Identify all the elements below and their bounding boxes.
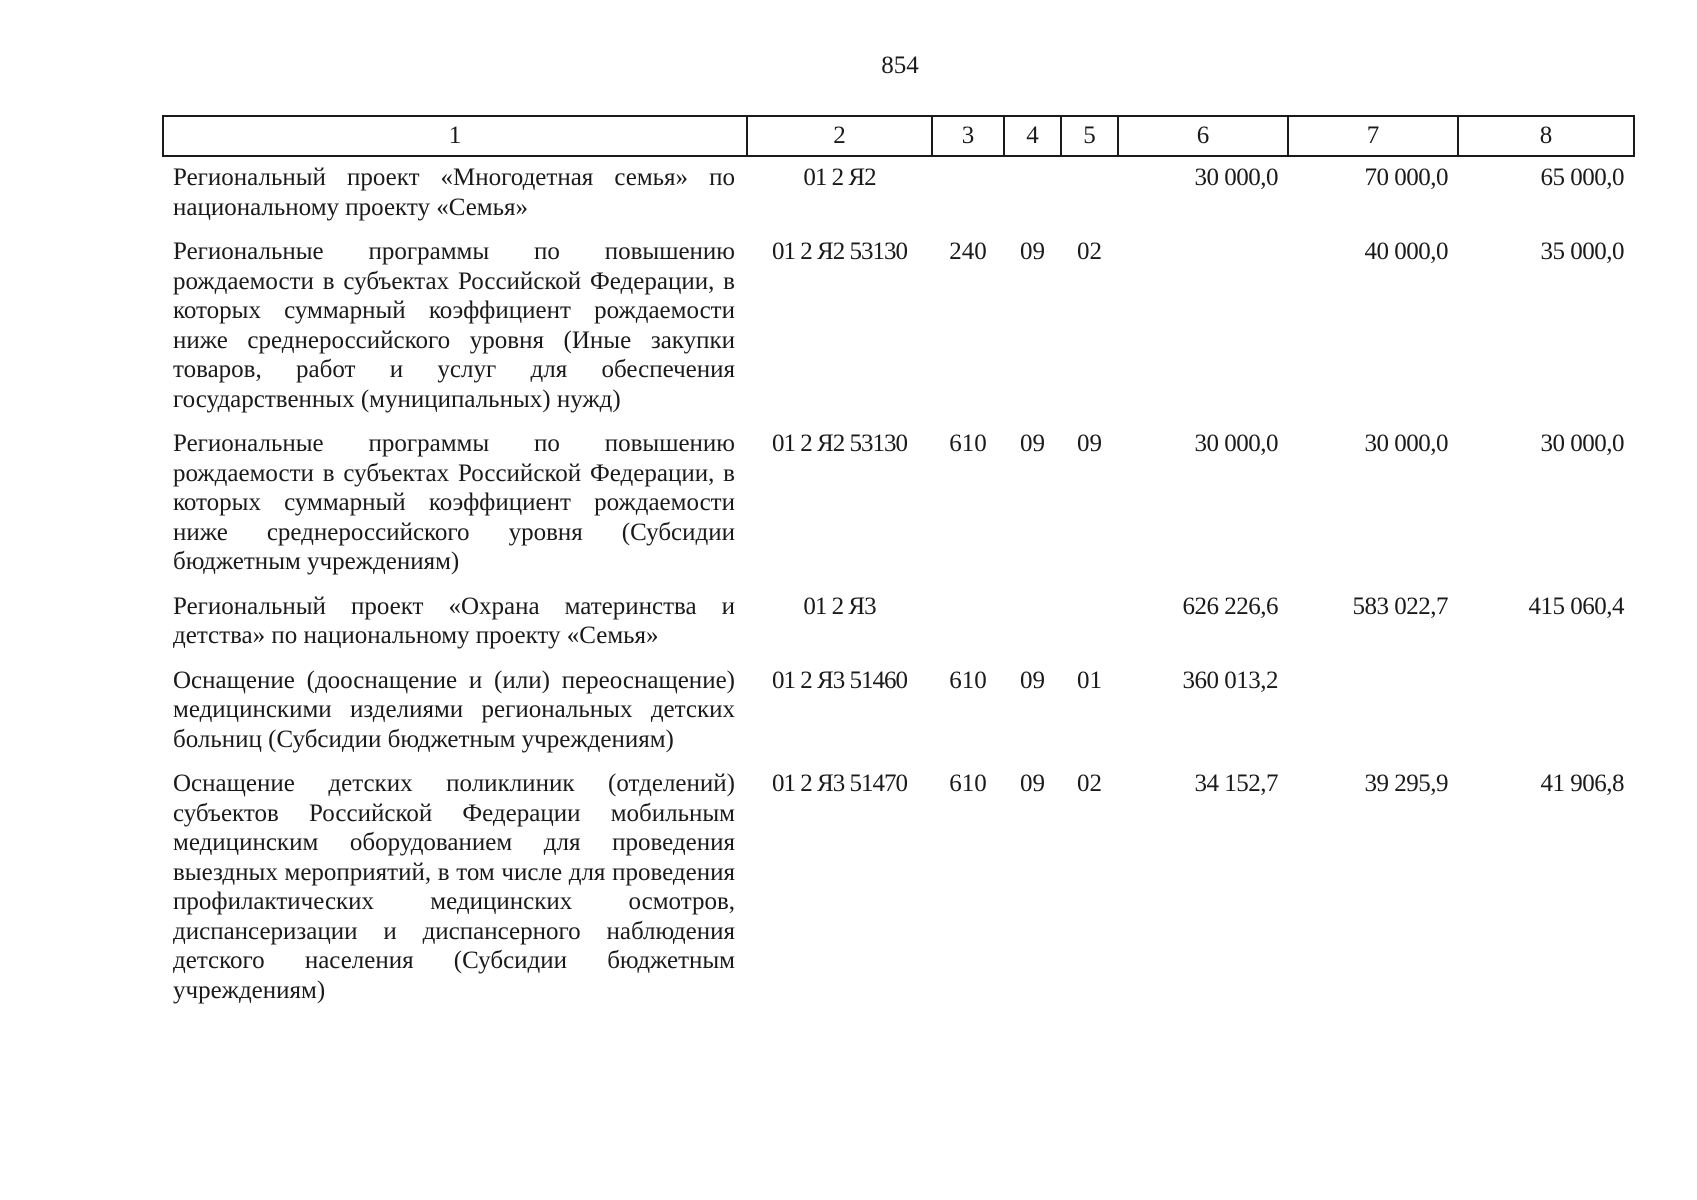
amount-col-8: 35 000,0 bbox=[1540, 238, 1624, 265]
section-code: 09 bbox=[1020, 430, 1045, 457]
amount-col-6 bbox=[1118, 231, 1288, 423]
amount-col-7: 40 000,0 bbox=[1364, 238, 1448, 265]
expense-type-code: 610 bbox=[949, 770, 987, 797]
target-article-code: 01 2 Я2 bbox=[803, 164, 876, 191]
row-description: Оснащение (дооснащение и (или) переоснащение) медицинскими изделиями региональных детских больниц (Субсидии бюджетным учреждениям) bbox=[173, 666, 735, 753]
subsection-code bbox=[1061, 156, 1118, 231]
expense-type-code bbox=[932, 586, 1004, 660]
amount-col-8: 65 000,0 bbox=[1540, 164, 1624, 191]
row-description: Региональный проект «Охрана материнства и детства» по национальному проекту «Семья» bbox=[173, 592, 735, 649]
row-description: Региональные программы по повышению рождаемости в субъектах Российской Федерации, в которых суммарный коэффициент рождаемости ниже среднероссийского уровня (Субсидии бюджетным учреждениям) bbox=[173, 430, 735, 575]
expense-type-code: 240 bbox=[949, 238, 987, 265]
section-code: 09 bbox=[1020, 238, 1045, 265]
row-description: Оснащение детских поликлиник (отделений) субъектов Российской Федерации мобильным медицинским оборудованием для проведения выездных мероприятий, в том числе для проведения профилактических медицинских осмотров, диспансеризации и диспансерного наблюдения детского населения (Субсидии бюджетным учреждениям) bbox=[173, 770, 735, 1004]
amount-col-7 bbox=[1288, 660, 1458, 764]
amount-col-6: 626 226,6 bbox=[1182, 592, 1278, 620]
subsection-code: 02 bbox=[1077, 238, 1102, 265]
amount-col-6: 34 152,7 bbox=[1194, 770, 1278, 797]
target-article-code: 01 2 Я2 53130 bbox=[772, 238, 907, 265]
table-row bbox=[163, 231, 1634, 423]
column-header: 2 bbox=[747, 116, 932, 156]
column-header: 6 bbox=[1118, 116, 1288, 156]
amount-col-7: 39 295,9 bbox=[1364, 770, 1448, 797]
subsection-code: 09 bbox=[1077, 430, 1102, 457]
subsection-code bbox=[1061, 586, 1118, 660]
table-row bbox=[163, 586, 1634, 660]
column-header: 1 bbox=[163, 116, 747, 156]
target-article-code: 01 2 Я3 bbox=[803, 592, 876, 620]
amount-col-8: 30 000,0 bbox=[1540, 430, 1624, 457]
amount-col-8: 41 906,8 bbox=[1540, 770, 1624, 797]
expense-type-code: 610 bbox=[949, 666, 987, 694]
target-article-code: 01 2 Я3 51470 bbox=[772, 770, 907, 797]
table-row bbox=[163, 156, 1634, 231]
table-row bbox=[163, 763, 1634, 1014]
table-row bbox=[163, 660, 1634, 764]
amount-col-7: 583 022,7 bbox=[1352, 592, 1448, 620]
column-header: 7 bbox=[1288, 116, 1458, 156]
row-description: Региональный проект «Многодетная семья» по национальному проекту «Семья» bbox=[173, 164, 735, 221]
amount-col-6: 30 000,0 bbox=[1194, 164, 1278, 191]
page-number: 854 bbox=[881, 52, 919, 79]
budget-table bbox=[162, 115, 1635, 1014]
amount-col-6: 360 013,2 bbox=[1182, 666, 1278, 694]
amount-col-6: 30 000,0 bbox=[1194, 430, 1278, 457]
expense-type-code: 610 bbox=[949, 430, 987, 457]
table-row bbox=[163, 423, 1634, 586]
expense-type-code bbox=[932, 156, 1004, 231]
amount-col-7: 30 000,0 bbox=[1364, 430, 1448, 457]
column-number-header-row bbox=[163, 116, 1634, 156]
amount-col-8: 415 060,4 bbox=[1528, 592, 1624, 620]
column-header: 3 bbox=[932, 116, 1004, 156]
amount-col-7: 70 000,0 bbox=[1364, 164, 1448, 191]
target-article-code: 01 2 Я2 53130 bbox=[772, 430, 907, 457]
section-code bbox=[1004, 156, 1061, 231]
subsection-code: 02 bbox=[1077, 770, 1102, 797]
target-article-code: 01 2 Я3 51460 bbox=[772, 666, 907, 694]
section-code: 09 bbox=[1020, 666, 1045, 694]
column-header: 5 bbox=[1061, 116, 1118, 156]
amount-col-8 bbox=[1458, 660, 1634, 764]
column-header: 8 bbox=[1458, 116, 1634, 156]
column-header: 4 bbox=[1004, 116, 1061, 156]
section-code bbox=[1004, 586, 1061, 660]
section-code: 09 bbox=[1020, 770, 1045, 797]
row-description: Региональные программы по повышению рождаемости в субъектах Российской Федерации, в которых суммарный коэффициент рождаемости ниже среднероссийского уровня (Иные закупки товаров, работ и услуг для обеспечения государственных (муниципальных) нужд) bbox=[173, 238, 735, 413]
subsection-code: 01 bbox=[1077, 666, 1102, 694]
